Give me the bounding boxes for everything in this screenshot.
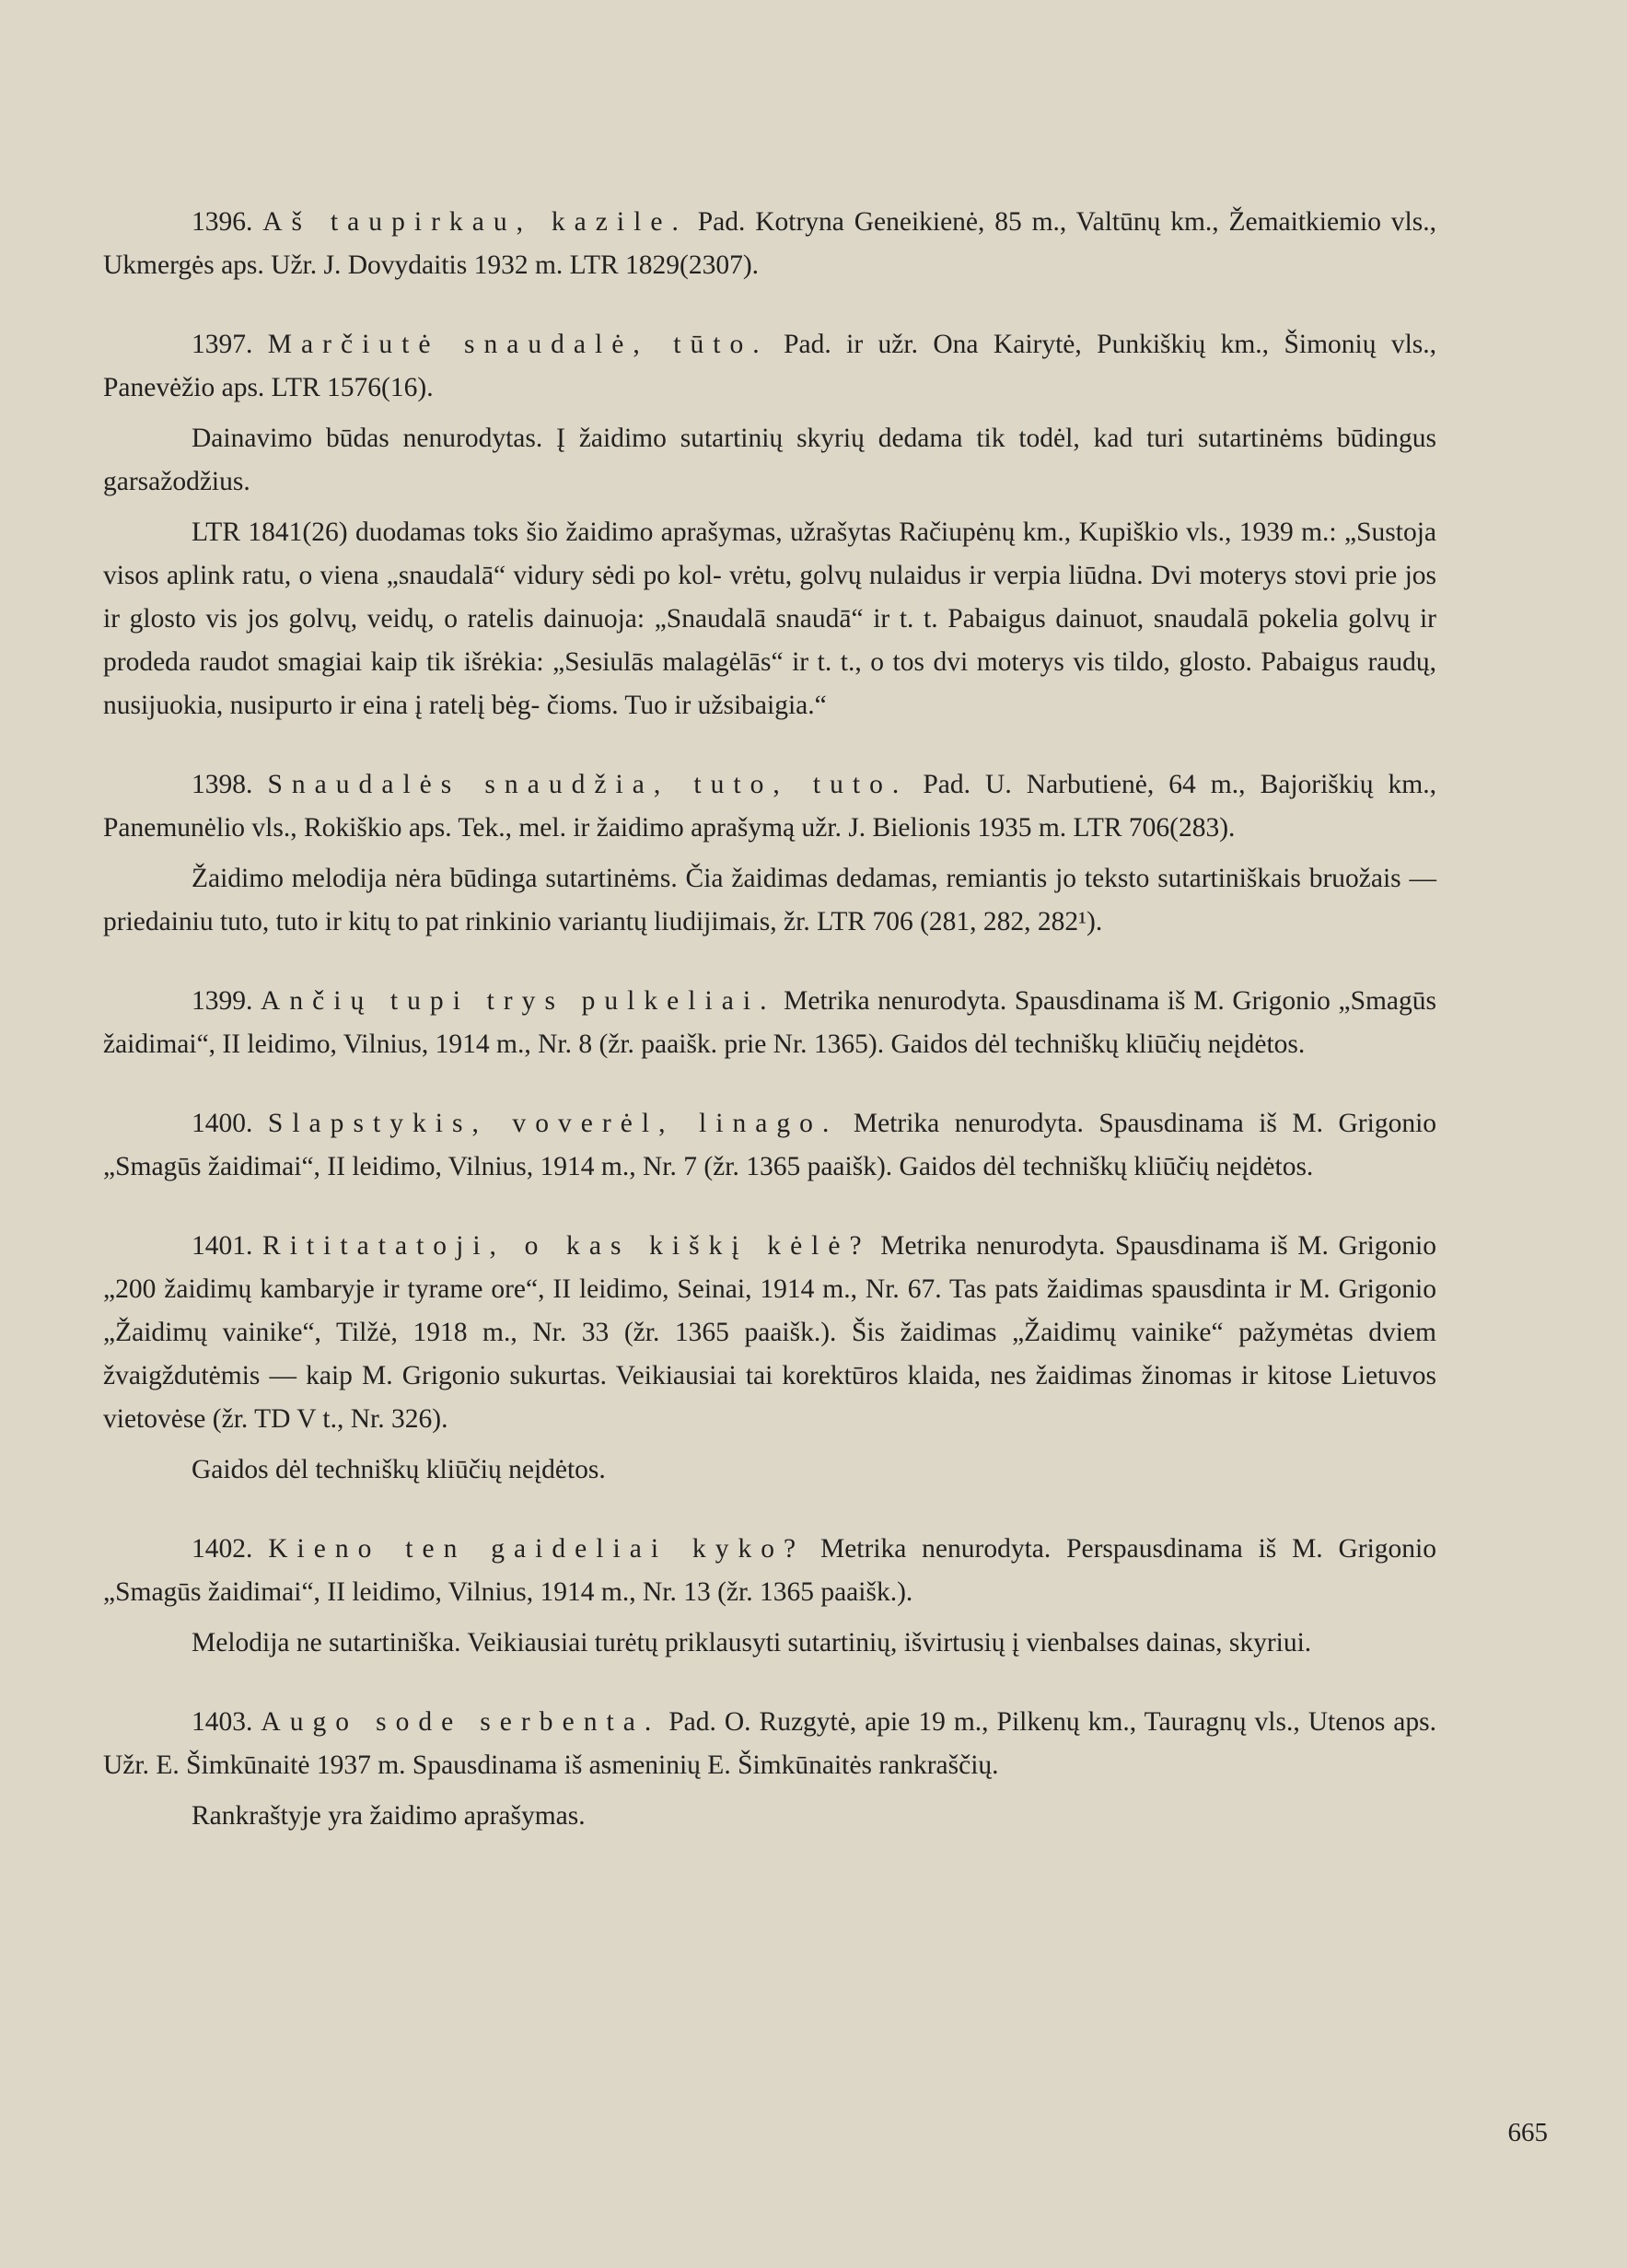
entry-body: Pad. Kotryna Geneikienė, 85 m., Valtūnų km., Žemaitkiemio vls., Ukmergės aps. Užr. J. Dovydaitis 1932 m. LTR 1829(2307). [103, 207, 1436, 280]
entry-paragraph [103, 1701, 1436, 1787]
entry-note: Žaidimo melodija nėra būdinga sutartinėms. Čia žaidimas dedamas, remiantis jo teksto sutartiniškais bruožais — priedainiu tuto, tuto ir kitų to pat rinkinio variantų liudijimais, žr. LTR 706 (281, 282, 282¹). [103, 864, 1436, 936]
entry-1398 [103, 763, 1436, 944]
entry-body: Pad. U. Narbutienė, 64 m., Bajoriškių km., Panemunėlio vls., Rokiškio aps. Tek., mel. ir žaidimo aprašymą užr. J. Bielionis 1935 m. LTR 706(283). [103, 770, 1436, 843]
entry-body: Pad. O. Ruzgytė, apie 19 m., Pilkenų km., Tauragnų vls., Utenos aps. Užr. E. Šimkūnaitė 1937 m. Spausdinama iš asmeninių E. Šimkūnaitės rankraščių. [103, 1707, 1437, 1780]
entry-number: 1401. [192, 1231, 253, 1261]
entry-title: Aš taupirkau, kazile. [262, 207, 688, 237]
entry-1403 [103, 1701, 1436, 1838]
entry-title: Augo sode serbenta. [261, 1707, 661, 1737]
entry-paragraph [103, 980, 1436, 1066]
entry-body: Pad. ir užr. Ona Kairytė, Punkiškių km., Šimonių vls., Panevėžio aps. LTR 1576(16). [103, 330, 1437, 402]
entry-paragraph [103, 1102, 1436, 1189]
entry-1397 [103, 323, 1436, 727]
entry-1402 [103, 1528, 1436, 1665]
entry-number: 1400. [192, 1109, 253, 1138]
entry-title: Kieno ten gaideliai kyko? [268, 1534, 806, 1564]
entry-number: 1398. [192, 770, 253, 799]
entry-note: Rankraštyje yra žaidimo aprašymas. [192, 1801, 586, 1831]
entry-1396 [103, 201, 1436, 287]
entry-title: Slapstykis, voverėl, linago. [267, 1109, 839, 1138]
entry-1400 [103, 1102, 1436, 1189]
entry-body: Metrika nenurodyta. Spausdinama iš M. Grigonio „Smagūs žaidimai“, II leidimo, Vilnius, 1914 m., Nr. 8 (žr. paaišk. prie Nr. 1365). Gaidos dėl techniškų kliūčių neįdėtos. [103, 986, 1437, 1059]
page-number: 665 [1507, 2118, 1548, 2147]
entry-paragraph [103, 201, 1436, 287]
entry-number: 1399. [192, 986, 253, 1016]
entry-number: 1397. [192, 330, 253, 359]
entry-number: 1403. [192, 1707, 253, 1737]
entry-1399 [103, 980, 1436, 1066]
entry-title: Snaudalės snaudžia, tuto, tuto. [267, 770, 909, 799]
entry-number: 1402. [192, 1534, 253, 1564]
commentary-text [103, 201, 1436, 1874]
entry-paragraph [103, 1225, 1436, 1441]
entry-note: Gaidos dėl techniškų kliūčių neįdėtos. [192, 1455, 606, 1484]
entry-note: Melodija ne sutartiniška. Veikiausiai turėtų priklausyti sutartinių, išvirtusių į vienbalses dainas, skyriui. [192, 1628, 1312, 1657]
entry-paragraph [103, 763, 1436, 850]
entry-paragraph [103, 323, 1436, 410]
entry-note: LTR 1841(26) duodamas toks šio žaidimo aprašymas, užrašytas Račiupėnų km., Kupiškio vls., 1939 m.: „Sustoja visos aplink ratu, o viena „snaudalā“ vidury sėdi po kol- vrėtu, golvų nulaidus ir verpia liūdna. Dvi moterys stovi prie jos ir glosto vis jos golvų, veidų, o ratelis dainuoja: „Snaudalā snaudā“ ir t. t. Pabaigus dainuot, snaudalā pokelia golvų ir prodeda raudot smagiai kaip tik išrėkia: „Sesiulās malagėlās“ ir t. t., o tos dvi moterys vis tildo, glosto. Pabaigus raudų, nusijuokia, nusipurto ir eina į ratelį bėg- čioms. Tuo ir užsibaigia.“ [103, 518, 1436, 720]
entry-note: Dainavimo būdas nenurodytas. Į žaidimo sutartinių skyrių dedama tik todėl, kad turi sutartinėms būdingus garsažodžius. [103, 424, 1436, 496]
entry-body: Metrika nenurodyta. Spausdinama iš M. Grigonio „Smagūs žaidimai“, II leidimo, Vilnius, 1914 m., Nr. 7 (žr. 1365 paaišk). Gaidos dėl techniškų kliūčių neįdėtos. [103, 1109, 1437, 1181]
entry-body: Metrika nenurodyta. Spausdinama iš M. Grigonio „200 žaidimų kambaryje ir tyrame ore“, II leidimo, Seinai, 1914 m., Nr. 67. Tas pats žaidimas spausdinta ir M. Grigonio „Žaidimų vainike“, Tilžė, 1918 m., Nr. 33 (žr. 1365 paaišk.). Šis žaidimas „Žaidimų vainike“ pažymėtas dviem žvaigždutėmis — kaip M. Grigonio sukurtas. Veikiausiai tai korektūros klaida, nes žaidimas žinomas ir kitose Lietuvos vietovėse (žr. TD V t., Nr. 326). [103, 1231, 1436, 1434]
entry-number: 1396. [192, 207, 253, 237]
entry-title: Ančių tupi trys pulkeliai. [261, 986, 776, 1016]
entry-paragraph [103, 1528, 1436, 1614]
entry-body: Metrika nenurodyta. Perspausdinama iš M. Grigonio „Smagūs žaidimai“, II leidimo, Vilnius, 1914 m., Nr. 13 (žr. 1365 paaišk.). [103, 1534, 1437, 1607]
entry-1401 [103, 1225, 1436, 1492]
entry-title: Marčiutė snaudalė, tūto. [267, 330, 769, 359]
entry-title: Rititatatoji, o kas kiškį kėlė? [262, 1231, 871, 1261]
